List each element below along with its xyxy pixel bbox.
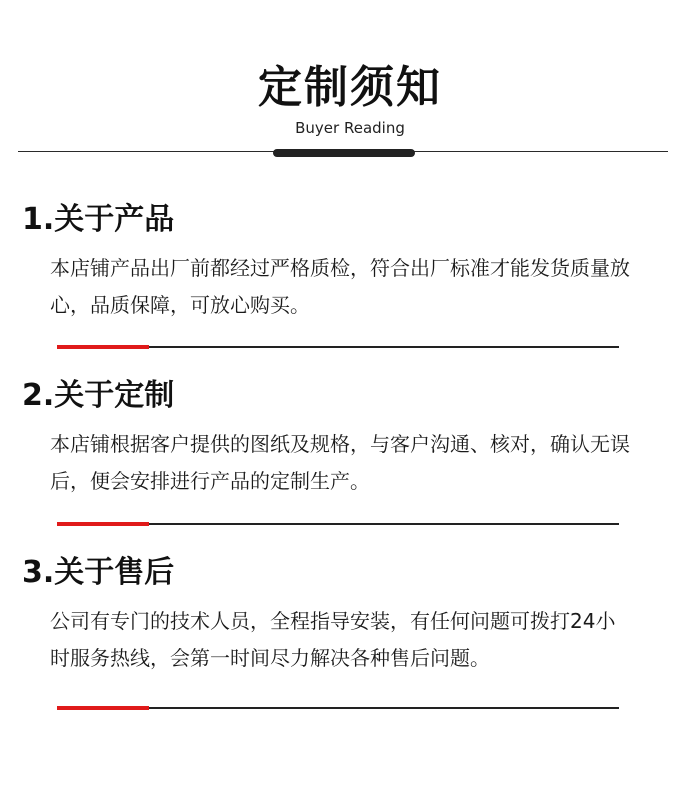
section-divider — [57, 523, 619, 525]
page-title: 定制须知 — [258, 62, 442, 113]
divider-accent — [57, 345, 149, 349]
section-divider — [57, 346, 619, 348]
page-subtitle: Buyer Reading — [295, 119, 405, 137]
header-accent-bar — [273, 149, 415, 157]
section-heading: 1.关于产品 — [22, 202, 175, 237]
section-heading: 2.关于定制 — [22, 378, 175, 413]
section-heading: 3.关于售后 — [22, 555, 175, 590]
section-body: 公司有专门的技术人员，全程指导安装，有任何问题可拨打24小时服务热线，会第一时间尽力解决各种售后问题。 — [50, 609, 616, 670]
divider-accent — [57, 706, 149, 710]
divider-accent — [57, 522, 149, 526]
section-body: 本店铺产品出厂前都经过严格质检，符合出厂标准才能发货质量放心，品质保障，可放心购买。 — [50, 256, 630, 317]
section-body: 本店铺根据客户提供的图纸及规格，与客户沟通、核对，确认无误后，便会安排进行产品的定制生产。 — [50, 432, 630, 493]
section-divider — [57, 707, 619, 709]
